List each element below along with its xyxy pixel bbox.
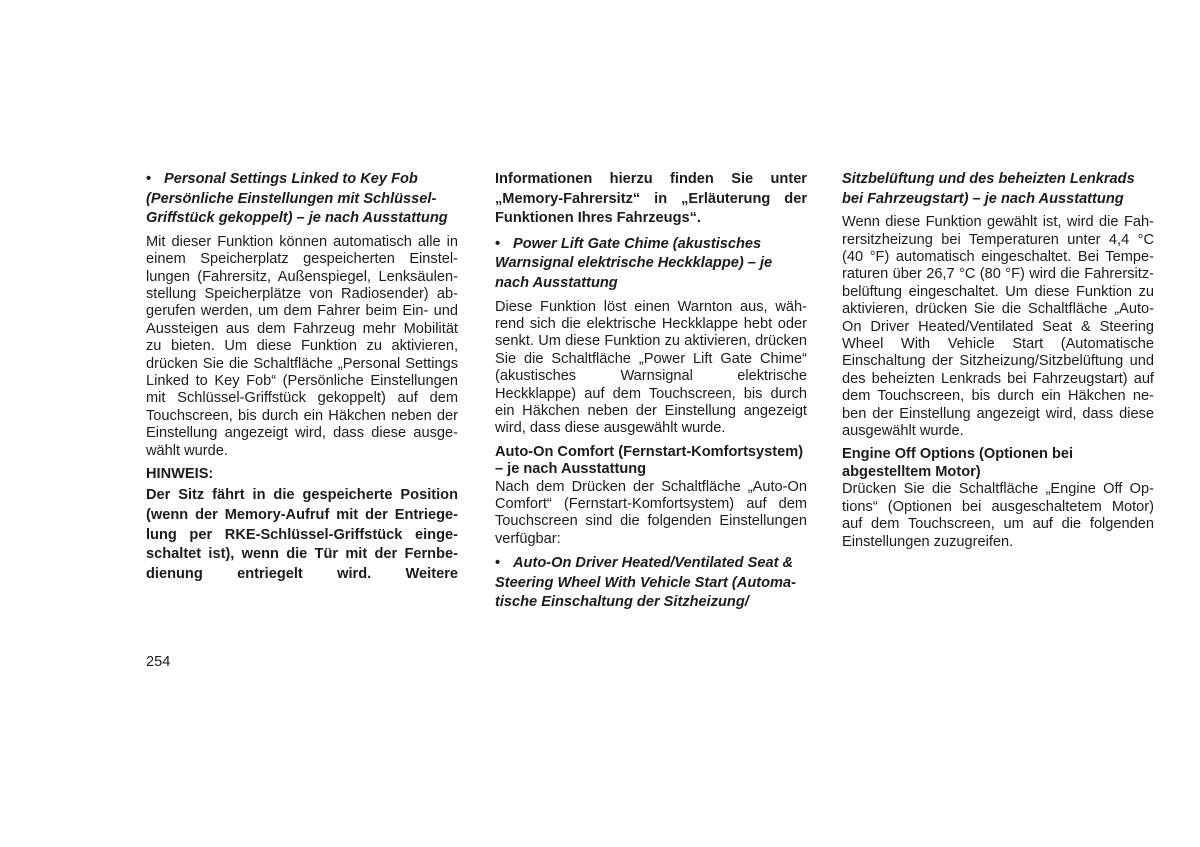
section-heading-personal-settings: [146, 170, 458, 229]
text-column-middle: [495, 170, 807, 618]
paragraph-auto-on-comfort: Nach dem Drücken der Schaltfläche „Auto-On Comfort“ (Fernstart-Komfortsystem) auf dem Touchscreen sind die folgenden Einstellungen verfügbar:: [495, 478, 807, 547]
paragraph-auto-on-seat: Wenn diese Funktion gewählt ist, wird die Fahrersitzheizung bei Temperaturen unter 4,4 °C (40 °F) automatisch eingeschaltet. Bei Temperaturen über 26,7 °C (80 °F) wird die Fahrersitzbelüftung eingeschaltet. Um diese Funktion zu aktivieren, drücken Sie die Schaltfläche „Auto-On Driver Heated/Ventilated Seat & Steering Wheel With Vehicle Start (Automatische Einschaltung der Sitzheizung/Sitzbelüftung und des beheizten Lenkrads bei Fahrzeugstart) auf dem Touchscreen, bis durch ein Häkchen neben der Einstellung angezeigt wird, dass diese ausgewählt wurde.: [842, 214, 1154, 440]
section-heading-lift-gate-chime: [495, 235, 807, 294]
text-column-left: [146, 170, 458, 584]
heading-text: Personal Settings Linked to Key Fob (Persönliche Einstellungen mit SchlüsselGriffstück gekoppelt) – je nach Ausstattung: [146, 171, 448, 227]
continuation-text: Informationen hierzu finden Sie unter „Memory-Fahrersitz“ in „Erläuterung der Funktionen Ihres Fahrzeugs“.: [495, 171, 807, 227]
paragraph-personal-settings: Mit dieser Funktion können automatisch alle in einem Speicherplatz gespeicherten Einstellungen (Fahrersitz, Außenspiegel, Lenksäulenstellung Speicherplätze von Radiosender) abgerufen werden, um dem Fahrer beim Ein- und Aussteigen aus dem Fahrzeug mehr Mobilität zu bieten. Um diese Funktion zu aktivieren, drücken Sie die Schaltfläche „Personal Settings Linked to Key Fob“ (Persönliche Einstellungen mit Schlüssel-Griffstück gekoppelt) auf dem Touchscreen, bis durch ein Häkchen neben der Einstellung angezeigt wird, dass diese ausgewählt wurde.: [146, 233, 458, 459]
section-heading-auto-on-seat: [495, 554, 807, 613]
bullet-icon: •: [146, 171, 152, 187]
page-number: 254: [146, 654, 171, 670]
note-text: Der Sitz fährt in die gespeicherte Position (wenn der Memory-Aufruf mit der Entriegelung per RKE-Schlüssel-Griffstück eingeschaltet ist), wenn die Tür mit der Fernbedienung entriegelt wird. Weitere: [146, 487, 458, 582]
section-heading-continued: Sitzbelüftung und des beheizten Lenkrads bei Fahrzeugstart) – je nach Ausstattung: [842, 171, 1135, 207]
bullet-icon: •: [495, 235, 501, 252]
paragraph-engine-off-options: Drücken Sie die Schaltfläche „Engine Off Options“ (Optionen bei ausgeschaltetem Motor) auf dem Touchscreen, um auf die folgenden Einstellungen zuzugreifen.: [842, 481, 1154, 550]
text-column-right: [842, 170, 1154, 557]
heading-text: Auto-On Driver Heated/Ventilated Seat & Steering Wheel With Vehicle Start (Automatische Einschaltung der Sitzheizung/: [495, 555, 796, 611]
paragraph-lift-gate-chime: Diese Funktion löst einen Warnton aus, während sich die elektrische Heckklappe hebt oder senkt. Um diese Funktion zu aktivieren, drücken Sie die Schaltfläche „Power Lift Gate Chime“ (akustisches Warnsignal elektrische Heckklappe) auf dem Touchscreen, bis durch ein Häkchen neben der Einstellung angezeigt wird, dass diese ausgewählt wurde.: [495, 298, 807, 437]
bullet-icon: •: [495, 555, 501, 572]
subheading-auto-on-comfort: Auto-On Comfort (Fernstart-Komfortsystem) – je nach Ausstattung: [495, 443, 804, 478]
subheading-engine-off-options: Engine Off Options (Optionen bei abgestelltem Motor): [842, 446, 1074, 480]
note-label: HINWEIS:: [146, 466, 214, 483]
heading-text: Power Lift Gate Chime (akustisches Warnsignal elektrische Heckklappe) – je nach Ausstattung: [495, 235, 773, 291]
